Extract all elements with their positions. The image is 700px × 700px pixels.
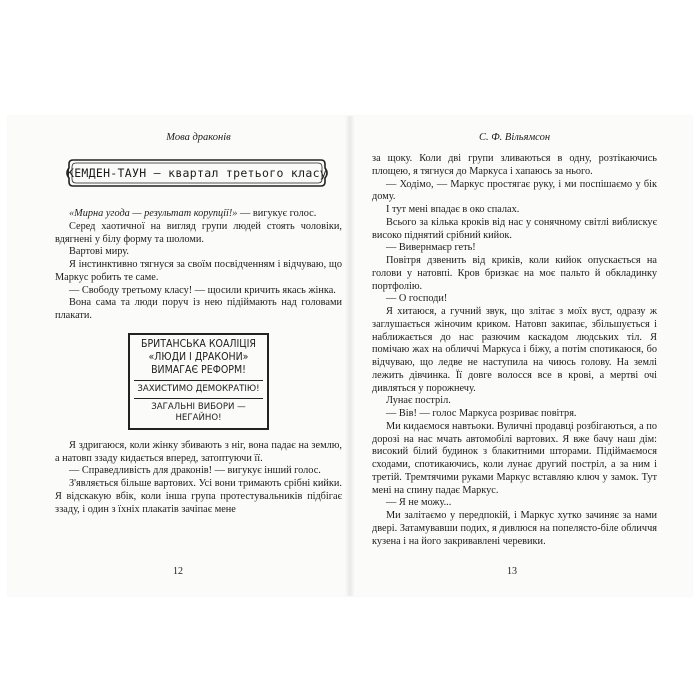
paragraph: Ми залітаємо у передпокій, і Маркус хутко зачиняє за нами двері. Затамувавши подих, я дивлюся на попелясто-біле обличчя кузена і на його закривавлені черевики. (372, 510, 657, 547)
paragraph: за щоку. Коли дві групи зливаються в одну, розтікаючись площею, я тягнуся до Маркуса і хапаюсь за нього. (372, 153, 657, 177)
paragraph: Я хитаюся, а гучний звук, що злітає з моїх вуст, одразу ж заглушається жіночим криком. Натовп закипає, збільшується і наближається до нас разючим каскадом людських тіл. Я помічаю жах на обличчі Маркуса і біжу, а потім спотикаюся, бо відчуваю, що ледве не наступила на чиюсь голову. На землі лежить дівчинка. Її довге волосся все в крові, а мертві очі дивляться у порожнечу. (372, 306, 657, 394)
page-number-right: 13 (507, 566, 517, 577)
left-text-bottom (55, 440, 342, 517)
right-page (372, 118, 657, 548)
placard-line: «ЛЮДИ І ДРАКОНИ» (148, 350, 249, 363)
placard-line: ЗАГАЛЬНІ ВИБОРИ — НЕГАЙНО! (151, 401, 246, 423)
paragraph: Повітря дзвенить від криків, коли кийок опускається на голови у натовпі. Кров бризкає на моє пальто й обкладинку портфолію. (372, 255, 657, 292)
chapter-location-banner (63, 156, 331, 190)
italic-quote: «Мирна угода — результат корупції!» (69, 208, 238, 219)
paragraph: — Ходімо, — Маркус простягає руку, і ми поспішаємо у бік дому. (372, 178, 657, 203)
paragraph: Серед хаотичної на вигляд групи людей стоять чоловіки, вдягнені у білу форму та шоломи. (55, 220, 342, 245)
paragraph: — Вів! — голос Маркуса розриває повітря. (386, 408, 577, 419)
right-text (372, 153, 657, 548)
paragraph: Лунає постріл. (386, 395, 451, 407)
paragraph: — О господи! (386, 293, 448, 305)
placard-divider (134, 380, 263, 381)
protest-placard (128, 333, 269, 430)
paragraph: Вона сама та люди поруч із нею підіймають над головами плакати. (55, 297, 342, 321)
running-head-left: Мова драконів (166, 132, 231, 143)
page-number-left: 12 (173, 566, 183, 577)
placard-line: БРИТАНСЬКА КОАЛІЦІЯ (141, 337, 256, 350)
paragraph (55, 208, 342, 221)
paragraph: І тут мені впадає в око спалах. (386, 204, 520, 215)
paragraph: — Справедливість для драконів! — вигукує інший голос. (69, 465, 321, 477)
paragraph: Ми кидаємося навтьоки. Вуличні продавці розбігаються, а по дорозі на нас мчать автомобілі вартових. Я вже бачу наш дім: високий білий будинок з блакитними шторами. Підіймаємося сходами, спотикаючись, коли лунає другий постріл, а за ним і третій. Тремтячими руками Маркус вставляю ключ у замок. Тут мені на спину падає Маркус. (372, 420, 657, 496)
book-gutter (345, 116, 355, 596)
left-text-top (55, 208, 342, 323)
paragraph-text: — вигукує голос. (237, 208, 317, 219)
paragraph: З'являється більше вартових. Усі вони тримають срібні кийки. Я відскакую вбік, коли інша група протестувальників підбігає ззаду, і один з їхніх плакатів зачіпає мене (55, 478, 342, 515)
paragraph: Я здригаюся, коли жінку збивають з ніг, вона падає на землю, а натовп ззаду кидається вперед, затоптуючи її. (55, 439, 342, 464)
placard-line: ВИМАГАЄ РЕФОРМ! (151, 363, 246, 376)
paragraph: — Свободу третьому класу! — щосили кричить якась жінка. (69, 284, 336, 296)
paragraph: Я інстинктивно тягнуся за своїм посвідченням і відчуваю, що Маркус робить те саме. (55, 259, 342, 283)
placard-divider (134, 398, 263, 399)
paragraph: Всього за кілька кроків від нас у сонячному світлі виблискує високо піднятий срібний кийок. (372, 216, 657, 241)
left-page (55, 118, 342, 516)
paragraph: — Я не можу... (386, 497, 452, 509)
paragraph: — Вивернмаєр геть! (386, 242, 476, 254)
running-head-right: С. Ф. Вільямсон (478, 132, 551, 143)
placard-line: ЗАХИСТИМО ДЕМОКРАТІЮ! (137, 383, 260, 394)
paragraph: Вартові миру. (69, 246, 129, 258)
banner-title: КЕМДЕН-ТАУН — квартал третього класу (66, 166, 328, 180)
